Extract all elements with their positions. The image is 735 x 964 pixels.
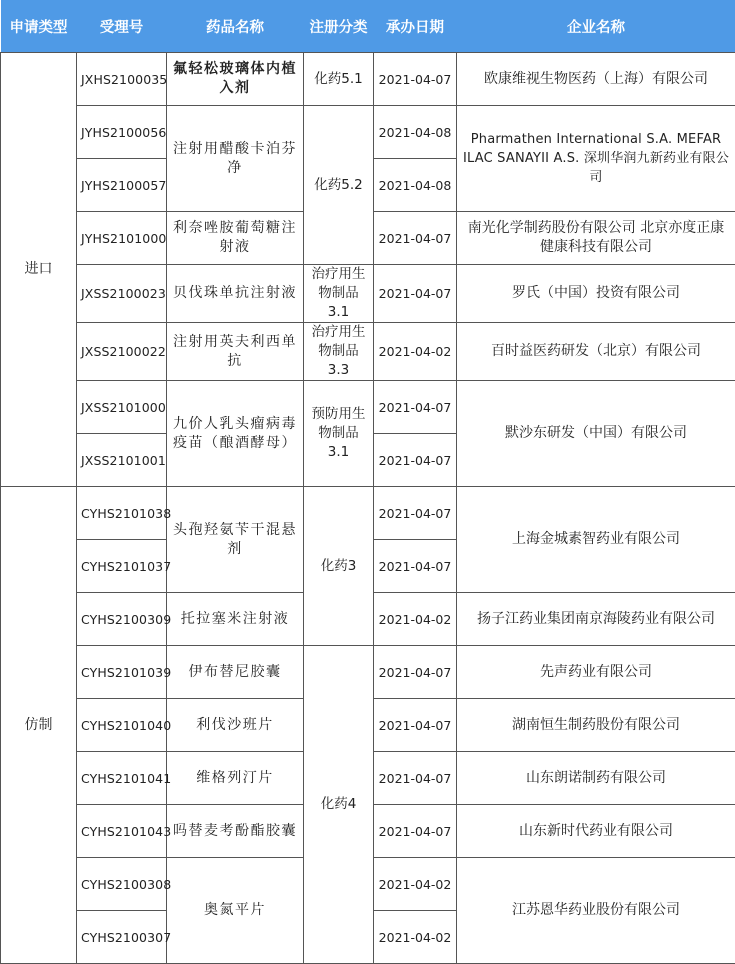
acceptance-no: CYHS2100308 [77, 858, 167, 911]
drug-name: 伊布替尼胶囊 [167, 646, 304, 699]
registration-class: 治疗用生物制品3.1 [304, 265, 374, 323]
company-name: 默沙东研发（中国）有限公司 [457, 381, 735, 487]
acceptance-no: CYHS2101041 [77, 752, 167, 805]
drug-name: 注射用英夫利西单抗 [167, 323, 304, 381]
acceptance-no: JXSS2100023 [77, 265, 167, 323]
drug-name: 吗替麦考酚酯胶囊 [167, 805, 304, 858]
handling-date: 2021-04-02 [374, 858, 457, 911]
handling-date: 2021-04-07 [374, 265, 457, 323]
company-name: 山东朗诺制药有限公司 [457, 752, 735, 805]
acceptance-no: JXHS2100035 [77, 53, 167, 106]
acceptance-no: JXSS2101000 [77, 381, 167, 434]
drug-name: 利伐沙班片 [167, 699, 304, 752]
acceptance-no: JYHS2100056 [77, 106, 167, 159]
handling-date: 2021-04-07 [374, 752, 457, 805]
drug-name: 氟轻松玻璃体内植入剂 [167, 53, 304, 106]
company-name: Pharmathen International S.A. MEFAR ILAC SANAYII A.S. 深圳华润九新药业有限公司 [457, 106, 735, 212]
header-apply-type: 申请类型 [1, 0, 77, 53]
table-row [1, 323, 735, 381]
company-name: 山东新时代药业有限公司 [457, 805, 735, 858]
registration-class: 预防用生物制品3.1 [304, 381, 374, 487]
handling-date: 2021-04-08 [374, 106, 457, 159]
acceptance-no: CYHS2101037 [77, 540, 167, 593]
header-company-name: 企业名称 [457, 0, 735, 53]
acceptance-no: CYHS2101039 [77, 646, 167, 699]
table-row [1, 381, 735, 434]
registration-class: 化药5.2 [304, 106, 374, 265]
header-drug-name: 药品名称 [167, 0, 304, 53]
handling-date: 2021-04-02 [374, 911, 457, 964]
company-name: 先声药业有限公司 [457, 646, 735, 699]
acceptance-no: JXSS2100022 [77, 323, 167, 381]
registration-class: 化药5.1 [304, 53, 374, 106]
table-row [1, 106, 735, 159]
handling-date: 2021-04-07 [374, 805, 457, 858]
drug-name: 贝伐珠单抗注射液 [167, 265, 304, 323]
table-row [1, 487, 735, 540]
handling-date: 2021-04-07 [374, 434, 457, 487]
acceptance-no: JXSS2101001 [77, 434, 167, 487]
company-name: 南光化学制药股份有限公司 北京亦度正康健康科技有限公司 [457, 212, 735, 265]
handling-date: 2021-04-07 [374, 540, 457, 593]
registration-class: 治疗用生物制品3.3 [304, 323, 374, 381]
drug-name: 利奈唑胺葡萄糖注射液 [167, 212, 304, 265]
acceptance-no: CYHS2101038 [77, 487, 167, 540]
apply-type-import: 进口 [1, 53, 77, 487]
drug-name: 九价人乳头瘤病毒疫苗（酿酒酵母） [167, 381, 304, 487]
company-name: 上海金城素智药业有限公司 [457, 487, 735, 593]
registration-class: 化药3 [304, 487, 374, 646]
drug-name: 奥氮平片 [167, 858, 304, 964]
company-name: 扬子江药业集团南京海陵药业有限公司 [457, 593, 735, 646]
handling-date: 2021-04-02 [374, 593, 457, 646]
drug-name: 头孢羟氨苄干混悬剂 [167, 487, 304, 593]
acceptance-no: CYHS2100307 [77, 911, 167, 964]
header-row [1, 0, 735, 53]
acceptance-no: JYHS2100057 [77, 159, 167, 212]
handling-date: 2021-04-07 [374, 381, 457, 434]
handling-date: 2021-04-02 [374, 323, 457, 381]
header-registration-class: 注册分类 [304, 0, 374, 53]
handling-date: 2021-04-07 [374, 646, 457, 699]
table-row [1, 265, 735, 323]
table-row [1, 53, 735, 106]
handling-date: 2021-04-07 [374, 212, 457, 265]
apply-type-generic: 仿制 [1, 487, 77, 964]
handling-date: 2021-04-07 [374, 699, 457, 752]
company-name: 罗氏（中国）投资有限公司 [457, 265, 735, 323]
company-name: 百时益医药研发（北京）有限公司 [457, 323, 735, 381]
drug-name: 托拉塞米注射液 [167, 593, 304, 646]
drug-name: 维格列汀片 [167, 752, 304, 805]
acceptance-no: CYHS2101043 [77, 805, 167, 858]
table-row [1, 646, 735, 699]
acceptance-no: CYHS2100309 [77, 593, 167, 646]
company-name: 江苏恩华药业股份有限公司 [457, 858, 735, 964]
acceptance-no: JYHS2101000 [77, 212, 167, 265]
header-acceptance-no: 受理号 [77, 0, 167, 53]
company-name: 湖南恒生制药股份有限公司 [457, 699, 735, 752]
handling-date: 2021-04-07 [374, 487, 457, 540]
handling-date: 2021-04-07 [374, 53, 457, 106]
acceptance-no: CYHS2101040 [77, 699, 167, 752]
company-name: 欧康维视生物医药（上海）有限公司 [457, 53, 735, 106]
handling-date: 2021-04-08 [374, 159, 457, 212]
drug-name: 注射用醋酸卡泊芬净 [167, 106, 304, 212]
header-handling-date: 承办日期 [374, 0, 457, 53]
registration-class: 化药4 [304, 646, 374, 964]
